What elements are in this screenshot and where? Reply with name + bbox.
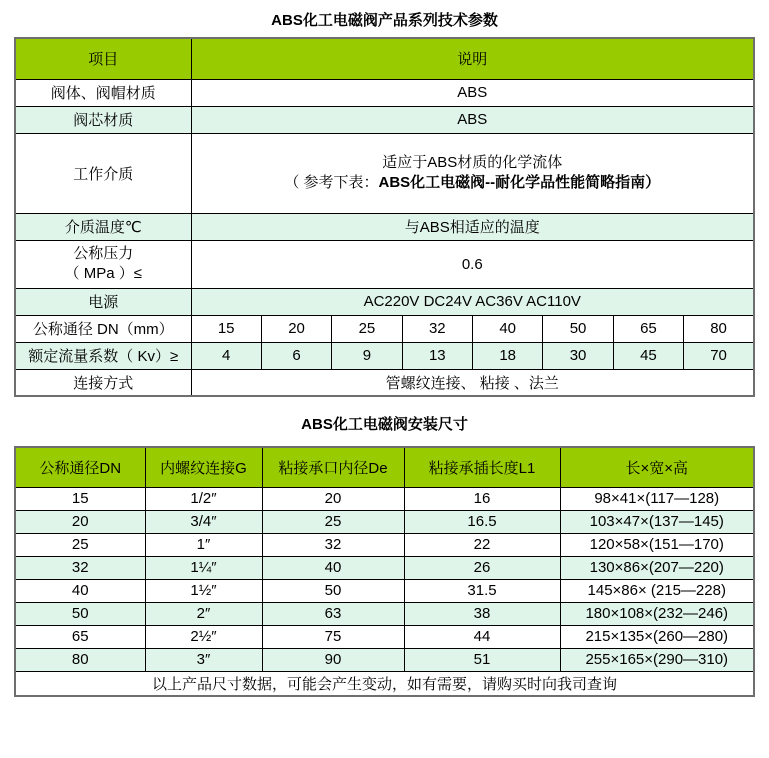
cell-dn: 80 (15, 648, 145, 671)
footer-note: 以上产品尺寸数据，可能会产生变动，如有需要，请购买时向我司查询 (15, 671, 754, 696)
row-power-supply (15, 288, 754, 315)
kv-value: 13 (402, 342, 472, 369)
row-core-material (15, 106, 754, 133)
working-medium-line1: 适应于ABS材质的化学流体 (382, 153, 563, 171)
table-row (15, 510, 754, 533)
cell-dimensions: 215×135×(260—280) (560, 625, 754, 648)
cell-thread: 1¼″ (145, 556, 262, 579)
row-nominal-pressure (15, 240, 754, 288)
cell-dimensions: 98×41×(117—128) (560, 487, 754, 510)
cell-dn: 40 (15, 579, 145, 602)
header-dn: 公称通径DN (15, 447, 145, 487)
table-row (15, 579, 754, 602)
table-row (15, 533, 754, 556)
dimension-table-title: ABS化工电磁阀安装尺寸 (301, 416, 468, 433)
cell-thread: 1½″ (145, 579, 262, 602)
cell-dimensions: 180×108×(232—246) (560, 602, 754, 625)
kv-value: 18 (473, 342, 543, 369)
cell-socket-diameter: 32 (262, 533, 404, 556)
row-flow-coefficient (15, 342, 754, 369)
cell-dimensions: 255×165×(290—310) (560, 648, 754, 671)
cell-thread: 2½″ (145, 625, 262, 648)
row-body-material (15, 79, 754, 106)
cell-socket-length: 44 (404, 625, 560, 648)
header-thread: 内螺纹连接G (145, 447, 262, 487)
cell-socket-length: 16.5 (404, 510, 560, 533)
table-row (15, 625, 754, 648)
cell-dn: 50 (15, 602, 145, 625)
row-label: 电源 (15, 288, 191, 315)
cell-thread: 1″ (145, 533, 262, 556)
dn-value: 50 (543, 315, 613, 342)
kv-value: 70 (684, 342, 754, 369)
header-dimensions: 长×宽×高 (560, 447, 754, 487)
kv-value: 6 (261, 342, 331, 369)
cell-thread: 3/4″ (145, 510, 262, 533)
kv-value: 4 (191, 342, 261, 369)
table-row (15, 648, 754, 671)
cell-socket-diameter: 75 (262, 625, 404, 648)
cell-thread: 3″ (145, 648, 262, 671)
header-description: 说明 (191, 38, 754, 79)
row-value: AC220V DC24V AC36V AC110V (191, 288, 754, 315)
cell-dn: 15 (15, 487, 145, 510)
cell-socket-length: 16 (404, 487, 560, 510)
row-nominal-diameter (15, 315, 754, 342)
row-label: 额定流量系数（ Kv）≥ (15, 342, 191, 369)
cell-socket-diameter: 25 (262, 510, 404, 533)
table-header-row (15, 447, 754, 487)
dn-value: 80 (684, 315, 754, 342)
cell-socket-diameter: 40 (262, 556, 404, 579)
row-label: 公称通径 DN（mm） (15, 315, 191, 342)
cell-thread: 2″ (145, 602, 262, 625)
cell-socket-length: 31.5 (404, 579, 560, 602)
kv-value: 9 (332, 342, 402, 369)
row-value: 与ABS相适应的温度 (191, 213, 754, 240)
row-label: 介质温度℃ (15, 213, 191, 240)
cell-dimensions: 130×86×(207—220) (560, 556, 754, 579)
cell-thread: 1/2″ (145, 487, 262, 510)
technical-parameters-table (14, 37, 755, 397)
row-value: 0.6 (191, 240, 754, 288)
cell-dn: 20 (15, 510, 145, 533)
row-medium-temperature (15, 213, 754, 240)
dn-value: 15 (191, 315, 261, 342)
cell-dimensions: 145×86× (215—228) (560, 579, 754, 602)
cell-socket-length: 38 (404, 602, 560, 625)
row-value: ABS (191, 79, 754, 106)
dn-value: 32 (402, 315, 472, 342)
cell-socket-length: 51 (404, 648, 560, 671)
table-row (15, 556, 754, 579)
header-socket-diameter: 粘接承口内径De (262, 447, 404, 487)
dn-value: 25 (332, 315, 402, 342)
kv-value: 45 (613, 342, 683, 369)
cell-dn: 32 (15, 556, 145, 579)
cell-socket-diameter: 50 (262, 579, 404, 602)
table-row (15, 602, 754, 625)
cell-dimensions: 120×58×(151—170) (560, 533, 754, 556)
row-label: 阀体、阀帽材质 (15, 79, 191, 106)
row-value: 管螺纹连接、 粘接 、法兰 (191, 369, 754, 396)
header-socket-length: 粘接承插长度L1 (404, 447, 560, 487)
spec-document (14, 0, 755, 697)
dn-value: 20 (261, 315, 331, 342)
table-header-row (15, 38, 754, 79)
row-connection-type (15, 369, 754, 396)
row-value: ABS (191, 106, 754, 133)
cell-socket-length: 26 (404, 556, 560, 579)
cell-socket-length: 22 (404, 533, 560, 556)
row-label: 阀芯材质 (15, 106, 191, 133)
kv-value: 30 (543, 342, 613, 369)
row-value (191, 133, 754, 213)
row-label: 公称压力 （ MPa ）≤ (15, 240, 191, 288)
row-label: 工作介质 (15, 133, 191, 213)
row-label: 连接方式 (15, 369, 191, 396)
cell-dn: 25 (15, 533, 145, 556)
spec-table-title: ABS化工电磁阀产品系列技术参数 (271, 12, 498, 29)
cell-socket-diameter: 90 (262, 648, 404, 671)
installation-dimensions-table (14, 446, 755, 697)
header-item: 项目 (15, 38, 191, 79)
cell-dimensions: 103×47×(137—145) (560, 510, 754, 533)
reference-guide-text: ABS化工电磁阀--耐化学品性能简略指南 (378, 174, 646, 191)
dn-value: 65 (613, 315, 683, 342)
row-working-medium (15, 133, 754, 213)
table-footer-row (15, 671, 754, 696)
working-medium-line2: （ 参考下表：ABS化工电磁阀--耐化学品性能简略指南） (284, 174, 661, 191)
table-row (15, 487, 754, 510)
cell-dn: 65 (15, 625, 145, 648)
cell-socket-diameter: 63 (262, 602, 404, 625)
dn-value: 40 (473, 315, 543, 342)
cell-socket-diameter: 20 (262, 487, 404, 510)
